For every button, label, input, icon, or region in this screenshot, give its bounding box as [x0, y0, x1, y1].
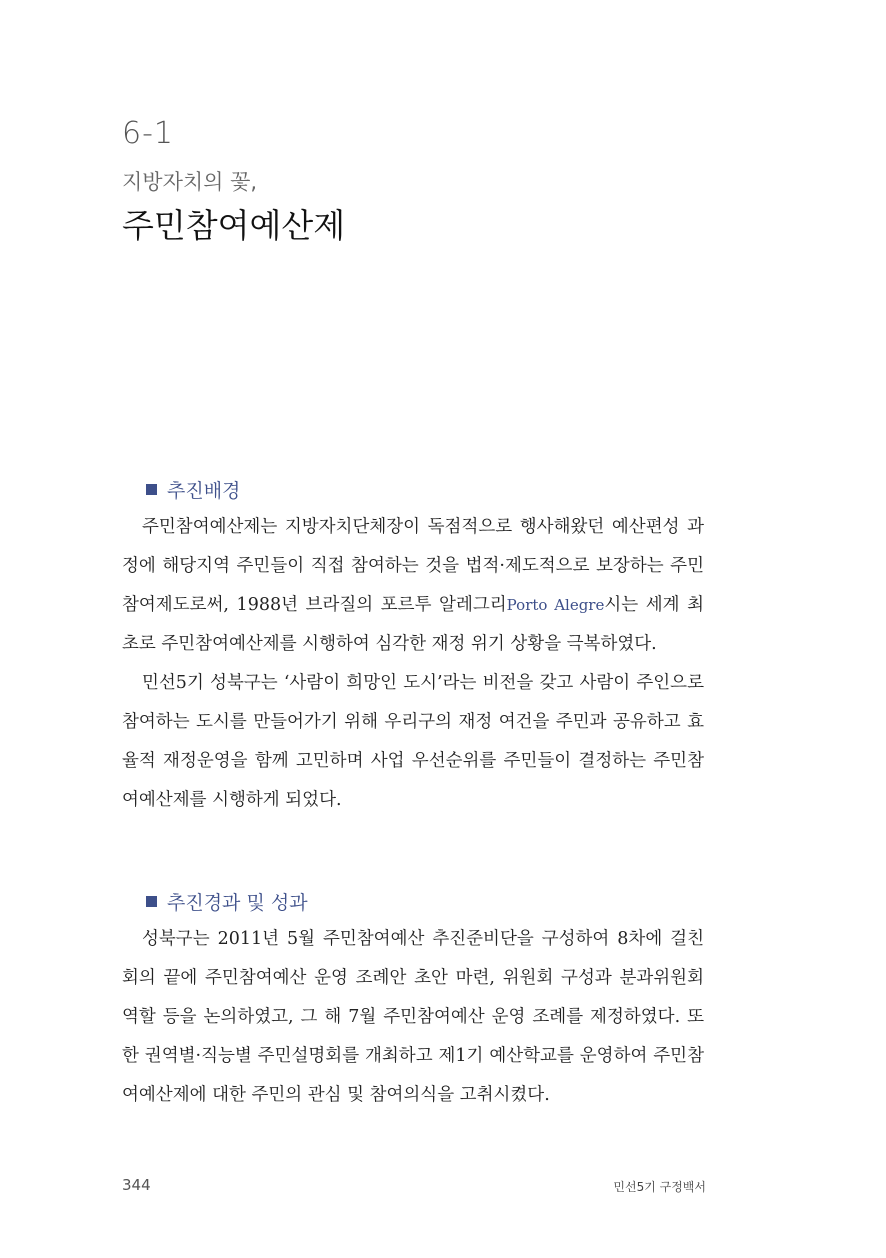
paragraph: 민선5기 성북구는 ‘사람이 희망인 도시’라는 비전을 갖고 사람이 주인으로 참여하는 도시를 만들어가기 위해 우리구의 재정 여건을 주민과 공유하고 효율적 재정운영을 함께 고민하며 사업 우선순위를 주민들이 결정하는 주민참여예산제를 시행하게 되었다. — [122, 673, 704, 810]
section-heading-progress — [146, 888, 308, 915]
section-body-background — [122, 508, 704, 820]
section-heading-label: 추진경과 및 성과 — [167, 892, 308, 914]
section-heading-label: 추진배경 — [167, 480, 241, 502]
section-body-progress — [122, 920, 704, 1115]
paragraph-text: 주민참여예산제는 지방자치단체장이 독점적으로 행사해왔던 예산편성 과정에 해당지역 주민들이 직접 참여하는 것을 법적·제도적으로 보장하는 주민참여제도로써, 1988년 브라질의 포르투 알레그리 — [122, 517, 704, 615]
section-heading-background — [146, 476, 240, 503]
square-bullet-icon — [146, 484, 157, 495]
paragraph — [122, 508, 704, 664]
page-number: 344 — [122, 1176, 151, 1194]
square-bullet-icon — [146, 896, 157, 907]
paragraph-text: 시는 세계 최초로 주민참여예산제를 시행하여 심각한 재정 위기 상황을 극복하였다. — [122, 595, 705, 654]
chapter-subtitle: 지방자치의 꽃, — [122, 170, 258, 194]
running-footer-title: 민선5기 구정백서 — [613, 1180, 706, 1194]
paragraph: 성북구는 2011년 5월 주민참여예산 추진준비단을 구성하여 8차에 걸친 회의 끝에 주민참여예산 운영 조례안 초안 마련, 위원회 구성과 분과위원회 역할 등을 논의하였고, 그 해 7월 주민참여예산 운영 조례를 제정하였다. 또한 권역별·직능별 주민설명회를 개최하고 제1기 예산학교를 운영하여 주민참여예산제에 대한 주민의 관심 및 참여의식을 고취시켰다. — [122, 929, 704, 1105]
chapter-title: 주민참여예산제 — [122, 206, 346, 245]
chapter-number: 6-1 — [122, 116, 174, 151]
latin-term: Porto Alegre — [506, 596, 605, 614]
